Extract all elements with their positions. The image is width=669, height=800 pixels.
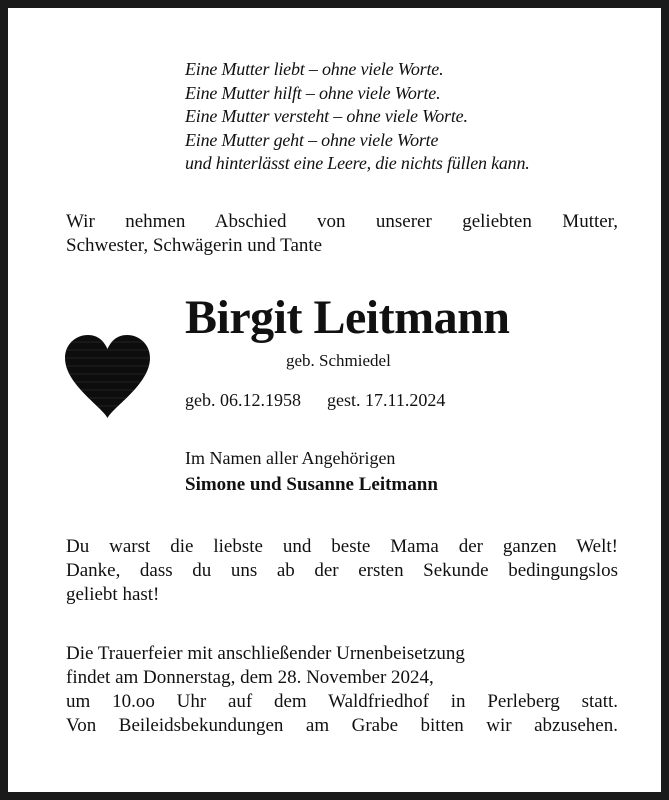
poem-line: Eine Mutter hilft – ohne viele Worte. xyxy=(185,82,441,103)
signers-names: Simone und Susanne Leitmann xyxy=(185,474,438,495)
message-line: Danke, dass du uns ab der ersten Sekunde bedingungslos xyxy=(66,560,618,581)
poem-line: und hinterlässt eine Leere, die nichts füllen kann. xyxy=(185,153,530,173)
deceased-name: Birgit Leitmann xyxy=(185,291,510,344)
funeral-notice xyxy=(66,642,618,738)
funeral-line: um 10.oo Uhr auf dem Waldfriedhof in Perleberg statt. xyxy=(66,691,618,712)
funeral-line: findet am Donnerstag, dem 28. November 2024, xyxy=(66,667,434,688)
message-line: geliebt hast! xyxy=(66,584,160,605)
personal-message xyxy=(66,535,618,607)
farewell-intro xyxy=(66,210,618,258)
intro-line: Wir nehmen Abschied von unserer geliebten Mutter, xyxy=(66,211,618,232)
message-line: Du warst die liebste und beste Mama der ganzen Welt! xyxy=(66,536,618,557)
heart-icon xyxy=(63,334,152,420)
poem-line: Eine Mutter geht – ohne viele Worte xyxy=(185,129,439,150)
funeral-line: Von Beileidsbekundungen am Grabe bitten wir abzusehen. xyxy=(66,715,618,736)
birth-name: geb. Schmiedel xyxy=(286,351,391,370)
funeral-line: Die Trauerfeier mit anschließender Urnenbeisetzung xyxy=(66,643,465,664)
birth-date: geb. 06.12.1958 xyxy=(185,390,301,410)
life-dates xyxy=(185,388,445,412)
intro-line: Schwester, Schwägerin und Tante xyxy=(66,235,323,256)
poem-line: Eine Mutter versteht – ohne viele Worte. xyxy=(185,106,468,126)
on-behalf-line: Im Namen aller Angehörigen xyxy=(185,448,396,468)
poem-line: Eine Mutter liebt – ohne viele Worte. xyxy=(185,59,444,79)
death-date: gest. 17.11.2024 xyxy=(327,390,446,410)
memorial-poem xyxy=(185,58,530,176)
